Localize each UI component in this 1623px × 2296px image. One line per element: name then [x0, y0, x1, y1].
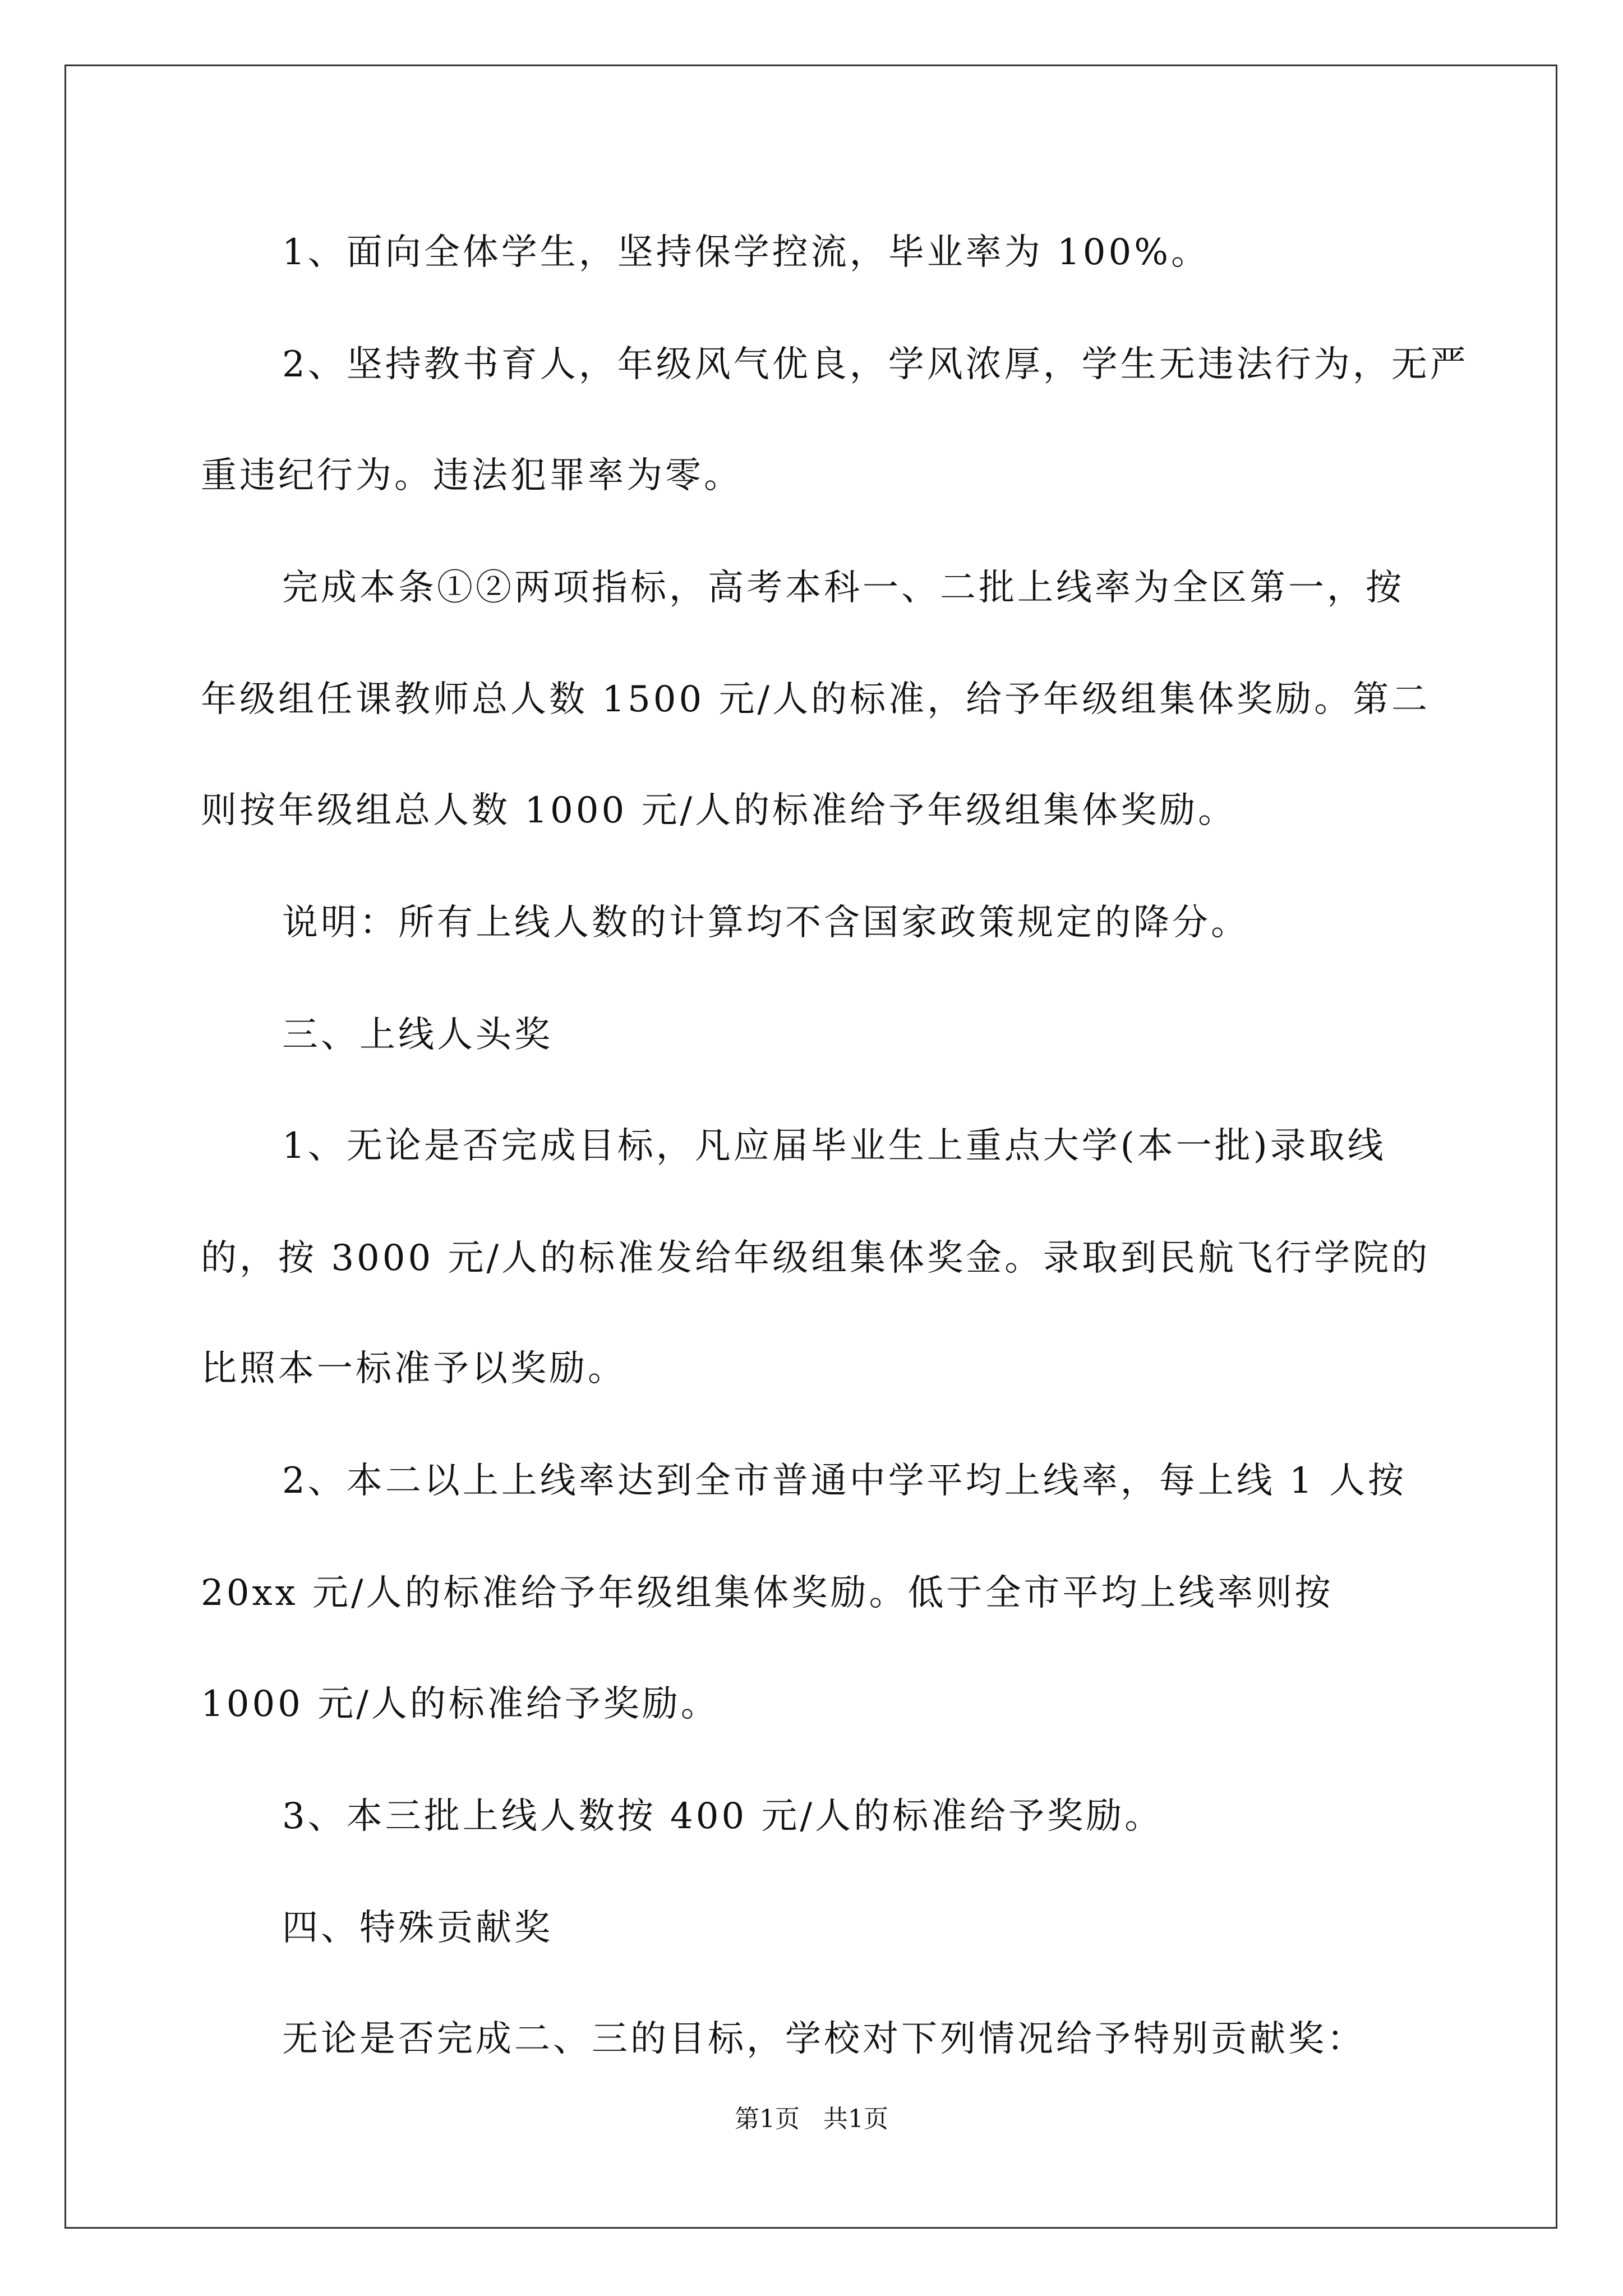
page-number-current: 第1页: [735, 2105, 800, 2133]
paragraph-line: 3、本三批上线人数按 400 元/人的标准给予奖励。: [282, 1796, 1164, 1837]
paragraph-line: 则按年级组总人数 1000 元/人的标准给予年级组集体奖励。: [201, 790, 1237, 831]
paragraph-line: 说明：所有上线人数的计算均不含国家政策规定的降分。: [282, 902, 1249, 944]
paragraph-line: 比照本一标准予以奖励。: [201, 1348, 626, 1389]
section-heading: 四、特殊贡献奖: [282, 1907, 553, 1949]
paragraph-line: 完成本条①②两项指标，高考本科一、二批上线率为全区第一，按: [282, 567, 1404, 609]
paragraph-line: 20xx 元/人的标准给予年级组集体奖励。低于全市平均上线率则按: [201, 1572, 1334, 1614]
paragraph-line: 1、面向全体学生，坚持保学控流，毕业率为 100%。: [282, 232, 1210, 273]
paragraph-line: 年级组任课教师总人数 1500 元/人的标准，给予年级组集体奖励。第二: [201, 679, 1431, 720]
paragraph-line: 无论是否完成二、三的目标，学校对下列情况给予特别贡献奖：: [282, 2018, 1366, 2060]
page-footer: [0, 2104, 1623, 2135]
paragraph-line: 2、本二以上上线率达到全市普通中学平均上线率，每上线 1 人按: [282, 1460, 1407, 1502]
section-heading: 三、上线人头奖: [282, 1014, 553, 1056]
page-number-total: 共1页: [823, 2105, 888, 2133]
paragraph-line: 重违纪行为。违法犯罪率为零。: [201, 455, 743, 496]
paragraph-line: 1000 元/人的标准给予奖励。: [201, 1683, 720, 1725]
paragraph-line: 1、无论是否完成目标，凡应届毕业生上重点大学(本一批)录取线: [282, 1125, 1386, 1167]
paragraph-line: 2、坚持教书育人，年级风气优良，学风浓厚，学生无违法行为，无严: [282, 344, 1469, 385]
paragraph-line: 的，按 3000 元/人的标准发给年级组集体奖金。录取到民航飞行学院的: [201, 1237, 1431, 1279]
